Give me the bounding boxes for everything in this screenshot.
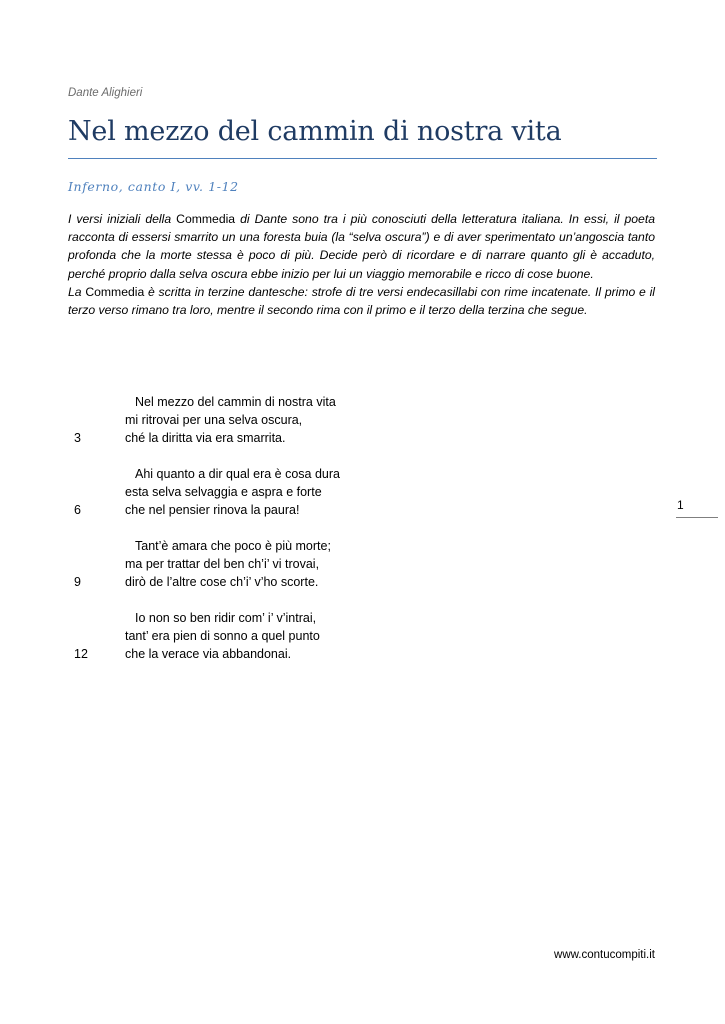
verse-line <box>0 537 400 555</box>
stanza-gap <box>0 519 400 537</box>
intro-text-span: di Dante sono tra i più conosciuti della letteratura italiana. In essi, il poeta racconta di essersi smarrito un una foresta buia (la “selva oscura”) e di aver sperimentato un’angoscia tanto profonda che la morte stessa è poco di più. Decide però di ricordare e di narrare quanto gli è accaduto, perché proprio dalla selva oscura ebbe inizio per lui un viaggio memorabile e ricco di cose buone. <box>68 212 656 281</box>
title-underline <box>68 158 657 159</box>
page-number-rule <box>676 517 718 518</box>
verse-text: esta selva selvaggia e aspra e forte <box>125 485 322 499</box>
verse-text: ché la diritta via era smarrita. <box>125 431 286 445</box>
poem <box>0 393 400 663</box>
verse-text: Ahi quanto a dir qual era è cosa dura <box>135 467 340 481</box>
verse-line <box>0 429 400 447</box>
stanza-gap <box>0 447 400 465</box>
work-title: Commedia <box>85 284 145 299</box>
verse-text: che la verace via abbandonai. <box>125 647 292 661</box>
stanza-gap <box>0 591 400 609</box>
verse-line <box>0 393 400 411</box>
verse-text: tant’ era pien di sonno a quel punto <box>125 629 320 643</box>
intro-text-span: La <box>68 284 86 299</box>
verse-line <box>0 411 400 429</box>
tercet-1 <box>0 393 400 447</box>
verse-line <box>0 501 400 519</box>
intro-paragraph-2 <box>68 283 655 319</box>
line-number: 9 <box>74 575 81 589</box>
verse-text: ma per trattar del ben ch’i’ vi trovai, <box>125 557 320 571</box>
line-number: 6 <box>74 503 81 517</box>
intro-text-span: è scritta in terzine dantesche: strofe di tre versi endecasillabi con rime incatenate. Il primo e il terzo verso rimano tra loro, mentre il secondo rima con il primo e il terzo della terzina che segue. <box>68 284 655 318</box>
verse-text: mi ritrovai per una selva oscura, <box>125 413 303 427</box>
verse-text: Tant’è amara che poco è più morte; <box>135 539 331 553</box>
verse-text: Io non so ben ridir com’ i’ v’intrai, <box>135 611 317 625</box>
tercet-4 <box>0 609 400 663</box>
tercet-3 <box>0 537 400 591</box>
footer-website: www.contucompiti.it <box>554 949 655 961</box>
author-name: Dante Alighieri <box>68 87 143 99</box>
verse-line <box>0 609 400 627</box>
intro-text <box>68 210 655 319</box>
line-number: 3 <box>74 431 81 445</box>
verse-line <box>0 483 400 501</box>
page-number: 1 <box>677 498 684 512</box>
verse-line <box>0 627 400 645</box>
verse-text: Nel mezzo del cammin di nostra vita <box>135 395 336 409</box>
verse-line <box>0 645 400 663</box>
intro-text-span: I versi iniziali della <box>68 212 177 226</box>
verse-line <box>0 465 400 483</box>
work-title: Commedia <box>176 212 236 226</box>
line-number: 12 <box>74 647 88 661</box>
subtitle: Inferno, canto I, vv. 1-12 <box>68 179 239 194</box>
intro-paragraph-1 <box>68 210 655 283</box>
verse-text: che nel pensier rinova la paura! <box>125 503 300 517</box>
tercet-2 <box>0 465 400 519</box>
verse-text: dirò de l’altre cose ch’i’ v’ho scorte. <box>125 575 319 589</box>
page-title: Nel mezzo del cammin di nostra vita <box>68 116 562 147</box>
verse-line <box>0 573 400 591</box>
verse-line <box>0 555 400 573</box>
